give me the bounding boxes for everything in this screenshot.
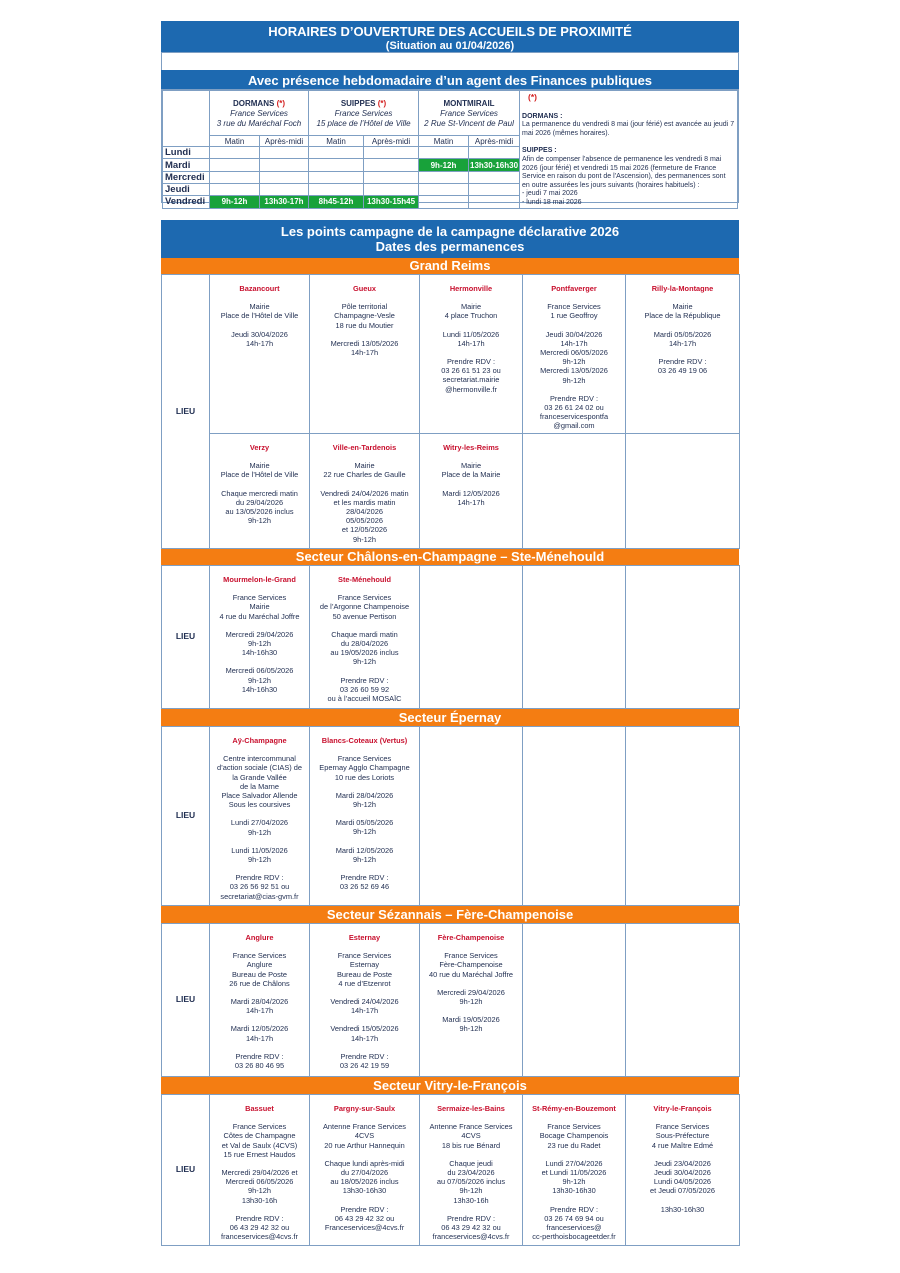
place-line: 14h-17h (668, 338, 697, 348)
place-line: Prendre RDV : (549, 393, 599, 403)
place-name: Aÿ-Champagne (232, 736, 287, 745)
place-line: France Services (547, 1122, 601, 1132)
place-line: 13h30-16h (241, 1195, 278, 1205)
place-line: France Services (232, 1122, 287, 1132)
place-line: Mercredi 13/05/2026 (330, 338, 399, 348)
place-line: Mardi 12/05/2026 (335, 845, 394, 855)
sector-header: Secteur Châlons-en-Champagne – Ste-Ménehould (161, 549, 739, 565)
place-line: du 23/04/2026 (447, 1168, 495, 1178)
place-name: Witry-les-Reims (443, 443, 499, 452)
place-line: Mardi 12/05/2026 (442, 488, 500, 498)
place-line: Mairie (672, 302, 693, 312)
place-name: Ste-Ménehould (338, 575, 391, 584)
place-card (626, 275, 740, 434)
place-name: Mourmelon-le-Grand (223, 575, 296, 584)
place-line: 18 rue du Moutier (335, 320, 394, 330)
hours-cell: 9h-12h (419, 159, 469, 171)
place-line: Prendre RDV : (340, 873, 389, 883)
place-line: 03 26 42 19 59 (339, 1061, 390, 1071)
agent-subtitle-block (161, 70, 739, 90)
place-line: au 19/05/2026 inclus (330, 648, 399, 658)
place-line: @gmail.com (553, 421, 595, 431)
place-line: Sous-Préfecture (655, 1131, 710, 1141)
place-line: Bureau de Poste (231, 969, 288, 979)
place-card (210, 727, 310, 906)
sector-vitry (161, 1094, 740, 1246)
place-line: 9h-12h (459, 1186, 483, 1196)
place-line: 4CVS (354, 1131, 375, 1141)
place-line: au 07/05/2026 inclus (436, 1177, 506, 1187)
campaign-header (161, 220, 739, 258)
place-line: Mardi 05/05/2026 (653, 329, 712, 339)
place-line: 03 26 60 59 92 (339, 684, 390, 694)
place-line: 14h-17h (457, 497, 485, 507)
place-line: secretariat@cias-gvm.fr (220, 891, 299, 901)
place-line: de la Marne (239, 781, 280, 791)
place-line: 9h-12h (352, 657, 376, 667)
col-matin: Matin (210, 135, 260, 146)
place-line: 15 rue Ernest Haudos (223, 1149, 296, 1159)
place-line: 03 26 49 19 06 (657, 366, 708, 376)
page-title: HORAIRES D’OUVERTURE DES ACCUEILS DE PROXIMITÉ (268, 24, 632, 39)
place-line: du 29/04/2026 (235, 497, 284, 507)
place-line: Jeudi 23/04/2026 (654, 1158, 711, 1168)
place-line: Champagne-Vesle (334, 311, 395, 321)
sector-grand-reims (161, 274, 740, 549)
place-line: 9h-12h (562, 1177, 586, 1187)
sector-header: Grand Reims (161, 258, 739, 274)
place-line: Place de la Mairie (441, 470, 501, 480)
place-line: Mercredi 29/04/2026 (437, 987, 505, 997)
place-line: Côtes de Champagne (223, 1131, 296, 1141)
place-card (310, 566, 420, 709)
place-line: Mardi 05/05/2026 (335, 818, 394, 828)
sector-epernay (161, 726, 740, 906)
agent-subtitle: Avec présence hebdomadaire d’un agent des Finances publiques (162, 71, 738, 90)
place-line: 4 place Truchon (444, 311, 498, 321)
place-line: France Services (337, 951, 392, 961)
place-line: Prendre RDV : (340, 1204, 389, 1214)
office-dormans: DORMANS (*) France Services 3 rue du Maréchal Foch (210, 91, 309, 136)
place-line: et 12/05/2026 (341, 525, 388, 535)
place-line: Fère-Champenoise (439, 960, 503, 970)
place-line: 05/05/2026 (346, 516, 383, 526)
place-line: Mercredi 13/05/2026 (540, 366, 608, 376)
place-line: ou à l’accueil MOSAÏC (327, 694, 402, 704)
place-line: de l’Argonne Champenoise (319, 602, 410, 612)
place-card (210, 566, 310, 709)
place-line: 4CVS (461, 1131, 481, 1141)
place-line: 14h-17h (350, 1033, 379, 1043)
place-line: 03 26 61 51 23 ou (441, 366, 501, 376)
place-line: France Services (337, 754, 392, 764)
place-line: et les mardis matin (333, 497, 396, 507)
place-line: au 18/05/2026 inclus (330, 1177, 399, 1187)
place-line: 20 rue Arthur Hannequin (324, 1140, 405, 1150)
sector-sezannais (161, 923, 740, 1077)
place-line: Vendredi 24/04/2026 (330, 997, 399, 1007)
place-line: franceservicespontfa (539, 412, 609, 422)
place-line: 9h-12h (459, 1024, 483, 1034)
place-line: Prendre RDV : (549, 1204, 599, 1214)
place-line: Jeudi 30/04/2026 (654, 1168, 711, 1178)
col-apres-midi: Après-midi (469, 135, 520, 146)
place-name: Gueux (353, 284, 376, 293)
place-line: 18 bis rue Bénard (441, 1140, 501, 1150)
place-card (310, 275, 420, 434)
place-line: et Lundi 11/05/2026 (541, 1168, 607, 1178)
lieu-label: LIEU (162, 1095, 210, 1246)
sector-header: Secteur Sézannais – Fère-Champenoise (161, 906, 739, 923)
place-line: Pôle territorial (341, 302, 388, 312)
place-line: Chaque mardi matin (331, 629, 398, 639)
lieu-label: LIEU (162, 566, 210, 709)
place-name: Bassuet (245, 1104, 274, 1113)
place-name: Sermaize-les-Bains (437, 1104, 505, 1113)
place-line: Mairie (354, 461, 375, 471)
place-line: 14h-17h (245, 1033, 274, 1043)
place-line: 9h-12h (562, 357, 586, 367)
place-name: Verzy (249, 443, 270, 452)
place-line: 13h30-16h30 (552, 1186, 596, 1196)
day-mardi: Mardi (163, 159, 210, 171)
place-line: 9h-12h (352, 827, 376, 837)
place-line: 9h-12h (352, 854, 376, 864)
place-line: 06 43 29 42 32 ou (334, 1213, 395, 1223)
place-line: 23 rue du Radet (547, 1140, 601, 1150)
place-name: Vitry-le-François (653, 1104, 712, 1113)
place-line: 9h-12h (247, 855, 271, 865)
place-card (210, 1095, 310, 1246)
place-line: franceservices@ (546, 1223, 602, 1233)
place-line: Mardi 12/05/2026 (230, 1024, 289, 1034)
place-line: Mairie (249, 302, 270, 312)
place-line: Mairie (460, 302, 482, 312)
hours-cell: 8h45-12h (309, 196, 364, 208)
place-line: 4 rue du Maréchal Joffre (219, 611, 300, 621)
hours-title-block (161, 21, 739, 53)
place-line: 26 rue de Châlons (229, 978, 290, 988)
col-matin: Matin (419, 135, 469, 146)
place-line: Mairie (249, 461, 270, 471)
place-card (210, 924, 310, 1077)
place-card (420, 434, 523, 549)
place-line: Centre intercommunal (223, 754, 296, 764)
day-mercredi: Mercredi (163, 171, 210, 183)
place-line: Lundi 11/05/2026 (442, 329, 500, 339)
place-line: France Services (655, 1122, 710, 1132)
place-line: cc-perthoisbocageetder.fr (532, 1232, 616, 1242)
place-line: Place de l’Hôtel de Ville (220, 311, 299, 321)
place-line: Lundi 27/04/2026 (545, 1158, 603, 1168)
place-card (310, 727, 420, 906)
lieu-label: LIEU (162, 727, 210, 906)
place-line: 14h-17h (560, 338, 588, 348)
place-line: Place de la République (644, 311, 721, 321)
place-name: St-Rémy-en-Bouzemont (532, 1104, 616, 1113)
lieu-label: LIEU (162, 275, 210, 549)
place-line: Lundi 11/05/2026 (231, 845, 288, 855)
sector-chalons (161, 565, 740, 709)
place-name: Pontfaverger (551, 284, 597, 293)
place-name: Pargny-sur-Saulx (333, 1104, 396, 1113)
hours-cell: 13h30-16h30 (470, 160, 519, 170)
place-line: Mardi 28/04/2026 (335, 790, 394, 800)
place-line: 50 avenue Pertison (332, 611, 397, 621)
place-line: 14h-16h30 (241, 648, 278, 658)
place-name: Ville-en-Tardenois (332, 443, 397, 452)
place-name: Blancs-Coteaux (Vertus) (321, 736, 408, 745)
campaign-subtitle: Dates des permanences (375, 239, 525, 254)
col-apres-midi: Après-midi (364, 135, 419, 146)
place-line: 14h-17h (245, 1006, 274, 1016)
place-line: 03 26 61 24 02 ou (544, 403, 604, 413)
place-line: Chaque mercredi matin (221, 488, 298, 498)
place-line: 9h-12h (247, 827, 271, 837)
place-line: 9h-12h (247, 1186, 271, 1196)
place-line: Prendre RDV : (340, 1051, 389, 1061)
place-line: Chaque lundi après-midi (324, 1158, 405, 1168)
place-line: et Jeudi 07/05/2026 (650, 1186, 715, 1196)
place-line: 1 rue Geoffroy (550, 311, 598, 321)
day-vendredi: Vendredi (163, 196, 210, 208)
place-line: 10 rue des Loriots (334, 772, 395, 782)
place-line: 14h-16h30 (241, 684, 278, 694)
place-card (626, 1095, 740, 1246)
place-line: Mercredi 06/05/2026 (540, 348, 608, 358)
place-line: Prendre RDV : (446, 1213, 496, 1223)
place-line: Lundi 27/04/2026 (230, 818, 289, 828)
place-line: Esternay (349, 960, 380, 970)
sector-header: Secteur Épernay (161, 709, 739, 726)
place-line: Mercredi 06/05/2026 (225, 1177, 294, 1187)
place-line: Franceservices@4cvs.fr (324, 1223, 405, 1233)
place-line: 13h30-16h (453, 1195, 489, 1205)
place-line: 03 26 52 69 46 (339, 882, 390, 892)
place-line: 9h-12h (352, 534, 376, 544)
place-line: 28/04/2026 (346, 507, 383, 517)
hours-cell: 9h-12h (210, 196, 260, 208)
place-card (420, 1095, 523, 1246)
place-line: 9h-12h (247, 516, 271, 526)
place-card (310, 434, 420, 549)
place-line: Mercredi 29/04/2026 (225, 629, 294, 639)
place-name: Bazancourt (239, 284, 280, 293)
place-card (523, 275, 626, 434)
place-line: Bocage Champenois (539, 1131, 609, 1141)
spacer-row (161, 52, 739, 71)
place-line: Bureau de Poste (336, 969, 393, 979)
place-line: Mairie (249, 602, 270, 612)
place-line: du 28/04/2026 (340, 639, 389, 649)
place-line: Mairie (460, 461, 482, 471)
place-card (210, 434, 310, 549)
place-line: 13h30-16h30 (660, 1204, 705, 1214)
place-line: 06 43 29 42 32 ou (441, 1223, 501, 1233)
place-line: 14h-17h (350, 348, 379, 358)
situation-date: (Situation au 01/04/2026) (385, 40, 515, 52)
place-line: 03 26 80 46 95 (234, 1061, 285, 1071)
place-line: Epernay Agglo Champagne (319, 763, 410, 773)
place-line: 9h-12h (247, 639, 271, 649)
day-lundi: Lundi (163, 147, 210, 159)
hours-cell: 13h30-17h (260, 196, 309, 208)
place-line: 22 rue Charles de Gaulle (323, 470, 406, 480)
place-line: du 27/04/2026 (340, 1168, 389, 1178)
place-line: Vendredi 24/04/2026 matin (320, 488, 409, 498)
place-line: 4 rue Maître Edmé (651, 1140, 714, 1150)
col-apres-midi: Après-midi (260, 135, 309, 146)
place-line: Place de l’Hôtel de Ville (220, 470, 299, 480)
place-line: 40 rue du Maréchal Joffre (428, 969, 514, 979)
place-line: Chaque jeudi (449, 1158, 493, 1168)
place-name: Rilly-la-Montagne (651, 284, 714, 293)
place-line: @hermonville.fr (445, 384, 497, 394)
campaign-title: Les points campagne de la campagne déclarative 2026 (280, 224, 620, 239)
place-card (210, 275, 310, 434)
place-line: Prendre RDV : (235, 1213, 284, 1223)
place-card (420, 275, 523, 434)
sector-header: Secteur Vitry-le-François (161, 1077, 739, 1094)
place-line: France Services (444, 951, 498, 961)
place-line: Prendre RDV : (235, 1051, 284, 1061)
place-line: 9h-12h (459, 997, 483, 1007)
place-line: au 13/05/2026 inclus (225, 507, 294, 517)
place-line: Mercredi 29/04/2026 et (221, 1168, 298, 1178)
col-matin: Matin (309, 135, 364, 146)
place-line: secretariat.mairie (442, 375, 500, 385)
place-line: 13h30-16h30 (342, 1186, 387, 1196)
place-line: Prendre RDV : (658, 357, 707, 367)
place-line: Prendre RDV : (446, 357, 496, 367)
place-line: 14h-17h (350, 1006, 379, 1016)
corner-cell (163, 91, 210, 136)
place-line: 03 26 56 92 51 ou (229, 882, 290, 892)
place-line: Antenne France Services (323, 1122, 406, 1132)
notes-cell: (*) DORMANS : La permanence du vendredi 8 mai (jour férié) est avancée au jeudi 7 mai 2026 (mêmes horaires). SUIPPES : Afin de compenser l’absence de permanence les vendredi 8 mai 2026 (jour férié) et vendredi 15 mai 2026 (fermeture de France Service en raison du pont de l’Ascension), des permanences sont en outre assurées les jours suivants (horaires habituels) : - jeudi 7 mai 2026 - lundi 18 mai 2026 (520, 91, 738, 209)
place-card (310, 1095, 420, 1246)
place-name: Esternay (348, 933, 381, 942)
place-line: 03 26 74 69 94 ou (544, 1213, 604, 1223)
place-card (310, 924, 420, 1077)
place-card (420, 924, 523, 1077)
place-line: d’action sociale (CIAS) de (216, 763, 303, 773)
place-line: Jeudi 30/04/2026 (231, 329, 288, 339)
place-line: France Services (337, 593, 392, 603)
place-line: France Services (232, 593, 287, 603)
place-line: 14h-17h (245, 338, 274, 348)
place-line: la Grande Vallée (232, 772, 287, 782)
place-name: Hermonville (449, 284, 493, 293)
place-line: France Services (232, 951, 287, 961)
place-line: franceservices@4cvs.fr (221, 1232, 298, 1242)
place-line: 06 43 29 42 32 ou (229, 1223, 290, 1233)
place-line: Jeudi 30/04/2026 (545, 329, 603, 339)
place-line: Vendredi 15/05/2026 (330, 1024, 399, 1034)
office-suippes: SUIPPES (*) France Services 15 place de l’Hôtel de Ville (309, 91, 419, 136)
hours-cell: 13h30-15h45 (364, 196, 419, 208)
office-montmirail: MONTMIRAIL France Services 2 Rue St-Vincent de Paul (419, 91, 520, 136)
place-card (523, 1095, 626, 1246)
place-line: 14h-17h (457, 338, 485, 348)
day-jeudi: Jeudi (163, 183, 210, 195)
place-line: Mercredi 06/05/2026 (225, 666, 294, 676)
place-line: Sous les coursives (228, 800, 291, 810)
place-line: 9h-12h (247, 675, 271, 685)
place-name: Fère-Champenoise (437, 933, 505, 942)
place-line: Place Salvador Allende (221, 791, 298, 801)
lieu-label: LIEU (162, 924, 210, 1077)
place-line: 9h-12h (352, 800, 376, 810)
place-line: Mardi 28/04/2026 (230, 997, 289, 1007)
place-line: 4 rue d’Etzenrot (338, 978, 391, 988)
hours-table (161, 89, 739, 208)
place-line: Lundi 04/05/2026 (653, 1177, 712, 1187)
place-line: et Val de Saulx (4CVS) (221, 1140, 298, 1150)
place-line: Antenne France Services (429, 1122, 513, 1132)
place-name: Anglure (245, 933, 274, 942)
place-line: franceservices@4cvs.fr (432, 1232, 510, 1242)
place-line: Mardi 19/05/2026 (442, 1015, 500, 1025)
place-line: Anglure (246, 960, 273, 970)
place-line: France Services (547, 302, 601, 312)
place-line: Prendre RDV : (340, 675, 389, 685)
place-line: Prendre RDV : (235, 873, 284, 883)
place-line: 9h-12h (562, 375, 586, 385)
